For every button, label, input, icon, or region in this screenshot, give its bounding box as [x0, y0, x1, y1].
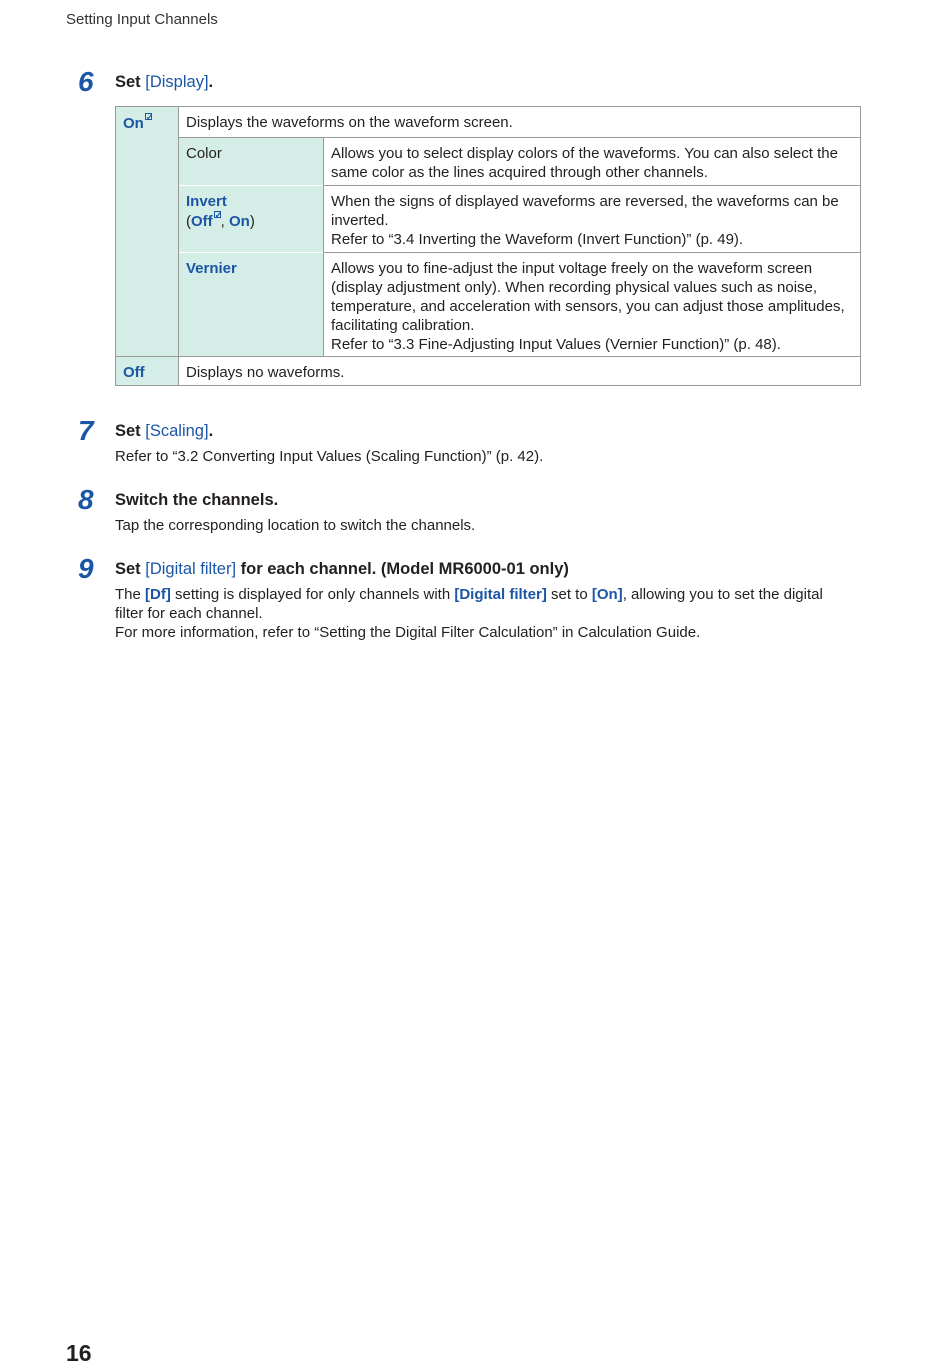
step-9-body-text: , allowing you to set the digital filter for each channel.: [115, 586, 823, 622]
table-divider: [323, 185, 860, 186]
on-description: [179, 107, 860, 137]
on-option-label: On: [123, 115, 144, 132]
step-7-title-suffix: .: [208, 422, 214, 440]
invert-options-close: ): [249, 213, 255, 230]
step-9-body: [115, 585, 855, 642]
step-9-body-text: set to: [546, 586, 592, 603]
on-cell: [116, 107, 178, 356]
step-number-8: 8: [78, 484, 94, 515]
step-9-title-prefix: Set: [115, 560, 146, 578]
vernier-description-text: Allows you to fine-adjust the input voltage freely on the waveform screen (display adjustment only). When recording physical values such as noise, temperature, and acceleration with sensors, you can adjust those amplitudes, facilitating calibration.: [331, 260, 845, 334]
step-8-body: Tap the corresponding location to switch the channels.: [115, 517, 476, 534]
table-divider: [323, 252, 860, 253]
invert-description: [324, 186, 860, 252]
table-divider: [178, 107, 179, 385]
vernier-label: Vernier: [186, 260, 237, 277]
invert-label-cell: [179, 186, 323, 252]
step-7-title: [115, 422, 213, 441]
invert-reference: Refer to “3.4 Inverting the Waveform (Invert Function)” (p. 49).: [331, 231, 744, 248]
default-mark-icon: ✓: [145, 112, 154, 122]
invert-description-text: When the signs of displayed waveforms are reversed, the waveforms can be inverted.: [331, 193, 839, 229]
invert-off-option: Off: [191, 213, 213, 230]
vernier-label-cell: [179, 253, 323, 356]
table-divider: [116, 356, 860, 357]
scaling-setting-link[interactable]: [Scaling]: [145, 422, 209, 440]
on-term: [On]: [591, 586, 623, 603]
step-9-title: [115, 560, 569, 579]
step-8-title: Switch the channels.: [115, 491, 279, 509]
on-description-text: Displays the waveforms on the waveform screen.: [186, 114, 513, 131]
off-option-label: Off: [123, 364, 145, 381]
invert-options: [186, 211, 316, 231]
step-6-title: [115, 73, 213, 92]
df-setting-term: [Df]: [145, 586, 171, 603]
color-label: Color: [186, 145, 222, 162]
step-9-reference: For more information, refer to “Setting the Digital Filter Calculation” in Calculation Guide.: [115, 624, 701, 641]
off-description: [179, 357, 860, 385]
display-options-table: [115, 106, 861, 386]
step-7-title-prefix: Set: [115, 422, 146, 440]
step-9-title-suffix: for each channel. (Model MR6000-01 only): [236, 560, 569, 578]
off-description-text: Displays no waveforms.: [186, 364, 345, 381]
color-description-text: Allows you to select display colors of the waveforms. You can also select the same color as the lines acquired through other channels.: [331, 145, 838, 181]
step-6-title-suffix: .: [208, 73, 214, 91]
step-6-title-prefix: Set: [115, 73, 146, 91]
color-description: [324, 138, 860, 185]
color-label-cell: [179, 138, 323, 185]
invert-label: Invert: [186, 193, 227, 210]
page-number: 16: [66, 1340, 92, 1366]
vernier-reference: Refer to “3.3 Fine-Adjusting Input Values (Vernier Function)” (p. 48).: [331, 336, 781, 353]
default-mark-icon: ✓: [214, 210, 223, 220]
invert-options-open: (: [186, 213, 191, 230]
running-header: Setting Input Channels: [66, 11, 218, 28]
step-9-body-text: The: [115, 586, 146, 603]
step-number-6: 6: [78, 66, 94, 97]
invert-on-option: On: [229, 213, 250, 230]
step-9-body-text: setting is displayed for only channels with: [170, 586, 455, 603]
step-7-body: Refer to “3.2 Converting Input Values (Scaling Function)” (p. 42).: [115, 448, 544, 465]
table-divider: [178, 137, 860, 138]
display-setting-link[interactable]: [Display]: [145, 73, 209, 91]
digital-filter-setting-link[interactable]: [Digital filter]: [145, 560, 237, 578]
step-number-9: 9: [78, 553, 94, 584]
digital-filter-term: [Digital filter]: [454, 586, 547, 603]
vernier-description: [324, 253, 860, 356]
invert-options-sep: ,: [220, 213, 230, 230]
step-number-7: 7: [78, 415, 94, 446]
table-divider: [323, 137, 324, 356]
off-cell: [116, 357, 178, 385]
